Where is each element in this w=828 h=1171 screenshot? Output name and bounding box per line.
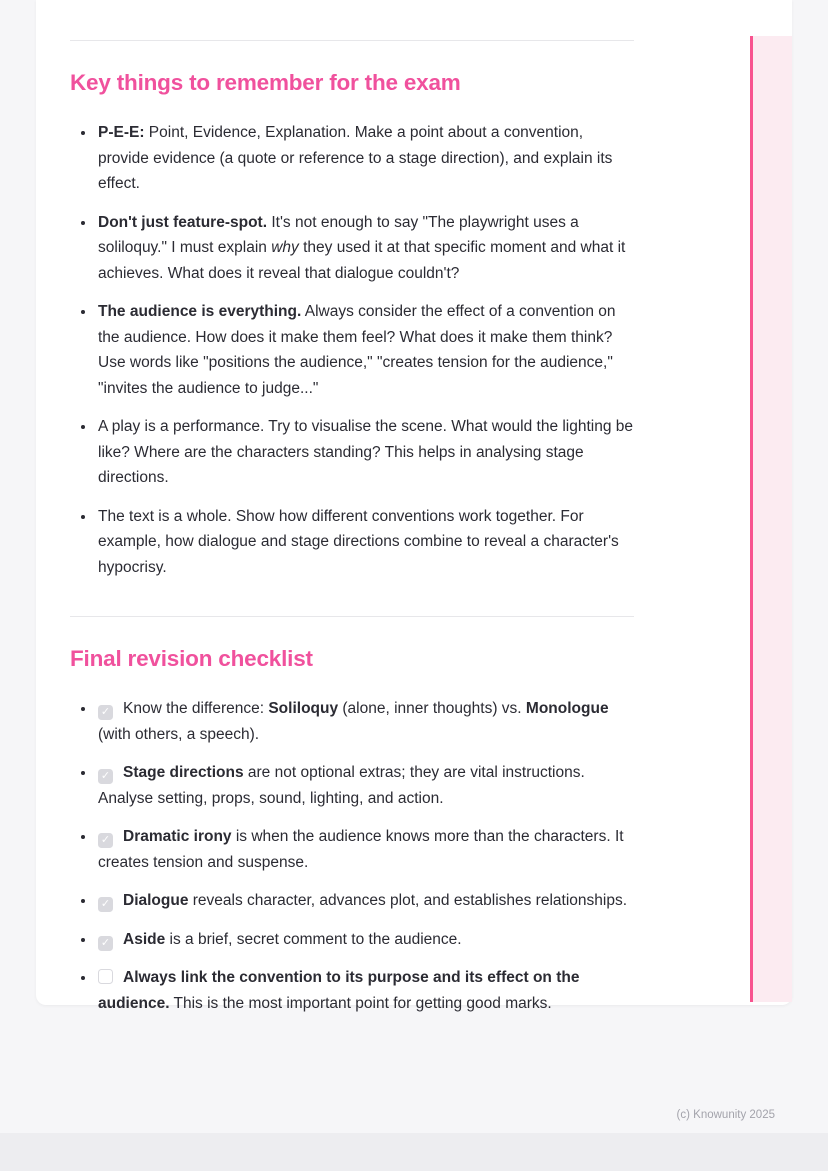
text-segment: Stage directions bbox=[123, 764, 244, 781]
text-segment: A play is a performance. Try to visualise the scene. What would the lighting be like? Where are the characters standing? This helps in analysing stage directions. bbox=[98, 418, 634, 486]
section-title-final-checklist: Final revision checklist bbox=[70, 646, 313, 671]
highlight-accent-line bbox=[750, 36, 753, 1002]
text-segment: Aside bbox=[123, 930, 166, 948]
checklist-item bbox=[96, 888, 634, 914]
list-item bbox=[96, 210, 634, 287]
text-segment: Point, Evidence, Explanation. Make a point about a convention, provide evidence (a quote or reference to a stage direction), and explain its effect. bbox=[98, 124, 613, 192]
final-revision-checklist bbox=[70, 696, 634, 1016]
key-things-list bbox=[70, 120, 634, 580]
section-title-key-things: Key things to remember for the exam bbox=[70, 70, 461, 95]
text-segment: (with others, a speech). bbox=[98, 725, 260, 743]
document-page-card bbox=[36, 0, 792, 1012]
list-item bbox=[96, 504, 634, 581]
text-segment: (alone, inner thoughts) vs. bbox=[338, 700, 526, 717]
top-divider bbox=[70, 40, 634, 41]
highlight-strip bbox=[750, 36, 792, 1002]
footer-copyright: (c) Knowunity 2025 bbox=[676, 1109, 775, 1121]
text-segment: are not optional extras; they are vital instructions. Analyse setting, props, sound, lighting, and action. bbox=[98, 764, 585, 807]
checkbox-checked-icon[interactable] bbox=[98, 769, 113, 784]
list-item bbox=[96, 414, 634, 491]
text-segment: they used it at that specific moment and what it achieves. What does it reveal that dialogue couldn't? bbox=[98, 239, 626, 282]
checkbox-checked-icon[interactable] bbox=[98, 705, 113, 720]
checklist-item bbox=[96, 760, 634, 811]
text-segment: Dramatic irony bbox=[123, 828, 232, 845]
text-segment: is a brief, secret comment to the audience. bbox=[165, 930, 462, 948]
list-item bbox=[96, 299, 634, 401]
page-bottom-band bbox=[0, 1133, 828, 1171]
text-segment: The text is a whole. Show how different conventions work together. For example, how dialogue and stage directions combine to reveal a character's hypocrisy. bbox=[98, 507, 619, 576]
list-item bbox=[96, 120, 634, 197]
checklist-item bbox=[96, 965, 634, 1016]
text-segment: Always consider the effect of a convention on the audience. How does it make them feel? What does it make them think? Use words like "positions the audience," "creates tension for the audience," "invites the audience to judge..." bbox=[98, 303, 616, 397]
text-segment: Monologue bbox=[525, 700, 609, 717]
checklist-item bbox=[96, 824, 634, 875]
text-segment: Dialogue bbox=[123, 892, 189, 909]
text-segment: Don't just feature-spot. bbox=[98, 213, 268, 231]
text-segment: It's not enough to say "The playwright uses a soliloquy." I must explain bbox=[98, 213, 579, 256]
text-segment: The audience is everything. bbox=[98, 303, 302, 320]
section-divider bbox=[70, 616, 634, 617]
checklist-item bbox=[96, 696, 634, 747]
text-segment: why bbox=[271, 239, 299, 256]
text-segment: This is the most important point for getting good marks. bbox=[169, 994, 552, 1012]
document-content bbox=[70, 0, 634, 1029]
checkbox-checked-icon[interactable] bbox=[98, 936, 113, 951]
text-segment: Know the difference: bbox=[123, 700, 269, 717]
text-segment: Soliloquy bbox=[268, 700, 339, 717]
checkbox-unchecked-icon[interactable] bbox=[98, 969, 113, 984]
checkbox-checked-icon[interactable] bbox=[98, 833, 113, 848]
text-segment: is when the audience knows more than the characters. It creates tension and suspense. bbox=[98, 828, 624, 871]
checklist-item bbox=[96, 927, 634, 953]
checkbox-checked-icon[interactable] bbox=[98, 897, 113, 912]
text-segment: Always link the convention to its purpose and its effect on the audience. bbox=[98, 969, 580, 1012]
text-segment: reveals character, advances plot, and establishes relationships. bbox=[188, 892, 628, 909]
text-segment: P-E-E: bbox=[98, 124, 145, 141]
